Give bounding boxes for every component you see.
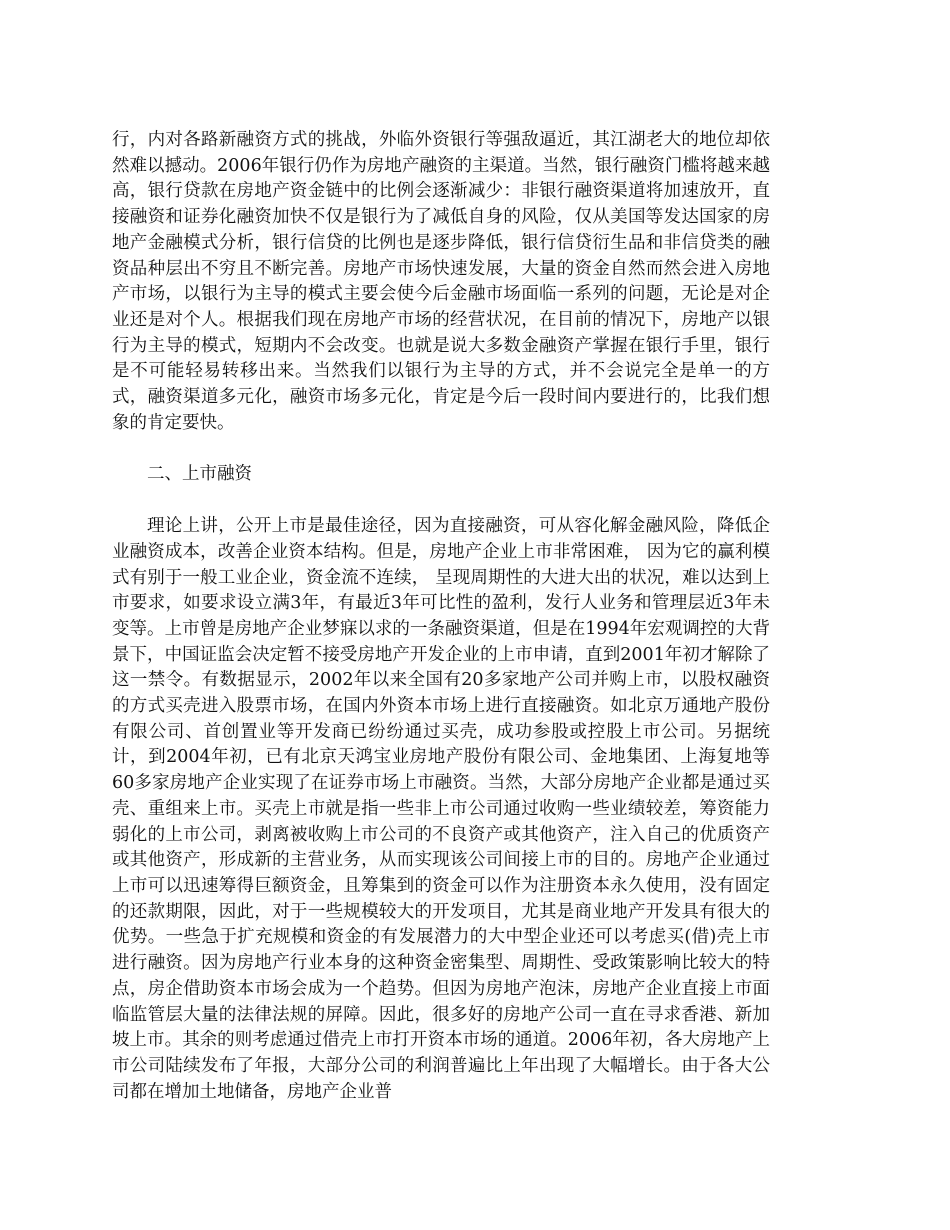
paragraph-bank-financing: 行，内对各路新融资方式的挑战，外临外资银行等强敌逼近，其江湖老大的地位却依然难以撼动。2006年银行仍作为房地产融资的主渠道。当然，银行融资门槛将越来越高，银行贷款在房地产资金链中的比例会逐渐减少：非银行融资渠道将加速放开，直接融资和证券化融资加快不仅是银行为了减低自身的风险，仅从美国等发达国家的房地产金融模式分析，银行信贷的比例也是逐步降低，银行信贷衍生品和非信贷类的融资品种层出不穷且不断完善。房地产市场快速发展，大量的资金自然而然会进入房地产市场，以银行为主导的模式主要会使今后金融市场面临一系列的问题，无论是对企业还是对个人。根据我们现在房地产市场的经营状况，在目前的情况下，房地产以银行为主导的模式，短期内不会改变。也就是说大多数金融资产掌握在银行手里，银行是不可能轻易转移出来。当然我们以银行为主导的方式，并不会说完全是单一的方式，融资渠道多元化，融资市场多元化，肯定是今后一段时间内要进行的，比我们想象的肯定要快。 [112, 130, 770, 433]
paragraph-listing-financing: 理论上讲，公开上市是最佳途径，因为直接融资，可从容化解金融风险，降低企业融资成本，改善企业资本结构。但是，房地产企业上市非常困难， 因为它的赢利模式有别于一般工业企业，资金流不连续， 呈现周期性的大进大出的状况，难以达到上市要求，如要求设立满3年，有最近3年可比性的盈利，发行人业务和管理层近3年未变等。上市曾是房地产企业梦寐以求的一条融资渠道，但是在1994年宏观调控的大背景下，中国证监会决定暂不接受房地产开发企业的上市申请，直到2001年初才解除了这一禁令。有数据显示，2002年以来全国有20多家地产公司并购上市，以股权融资的方式买壳进入股票市场，在国内外资本市场上进行直接融资。如北京万通地产股份有限公司、首创置业等开发商已纷纷通过买壳，成功参股或控股上市公司。另据统计，到2004年初，已有北京天鸿宝业房地产股份有限公司、金地集团、上海复地等60多家房地产企业实现了在证券市场上市融资。当然，大部分房地产企业都是通过买壳、重组来上市。买壳上市就是指一些非上市公司通过收购一些业绩较差，筹资能力弱化的上市公司，剥离被收购上市公司的不良资产或其他资产，注入自己的优质资产或其他资产，形成新的主营业务，从而实现该公司间接上市的目的。房地产企业通过上市可以迅速筹得巨额资金，且筹集到的资金可以作为注册资本永久使用，没有固定的还款期限，因此，对于一些规模较大的开发项目，尤其是商业地产开发具有很大的优势。一些急于扩充规模和资金的有发展潜力的大中型企业还可以考虑买(借)壳上市进行融资。因为房地产行业本身的这种资金密集型、周期性、受政策影响比较大的特点，房企借助资本市场会成为一个趋势。但因为房地产泡沫，房地产企业直接上市面临监管层大量的法律法规的屏障。因此，很多好的房地产公司一直在寻求香港、新加坡上市。其余的则考虑通过借壳上市打开资本市场的通道。2006年初，各大房地产上市公司陆续发布了年报，大部分公司的利润普遍比上年出现了大幅增长。由于各大公司都在增加土地储备，房地产企业普 [112, 516, 770, 1102]
document-page [112, 128, 770, 1105]
section-heading-listing-financing: 二、上市融资 [147, 464, 252, 485]
